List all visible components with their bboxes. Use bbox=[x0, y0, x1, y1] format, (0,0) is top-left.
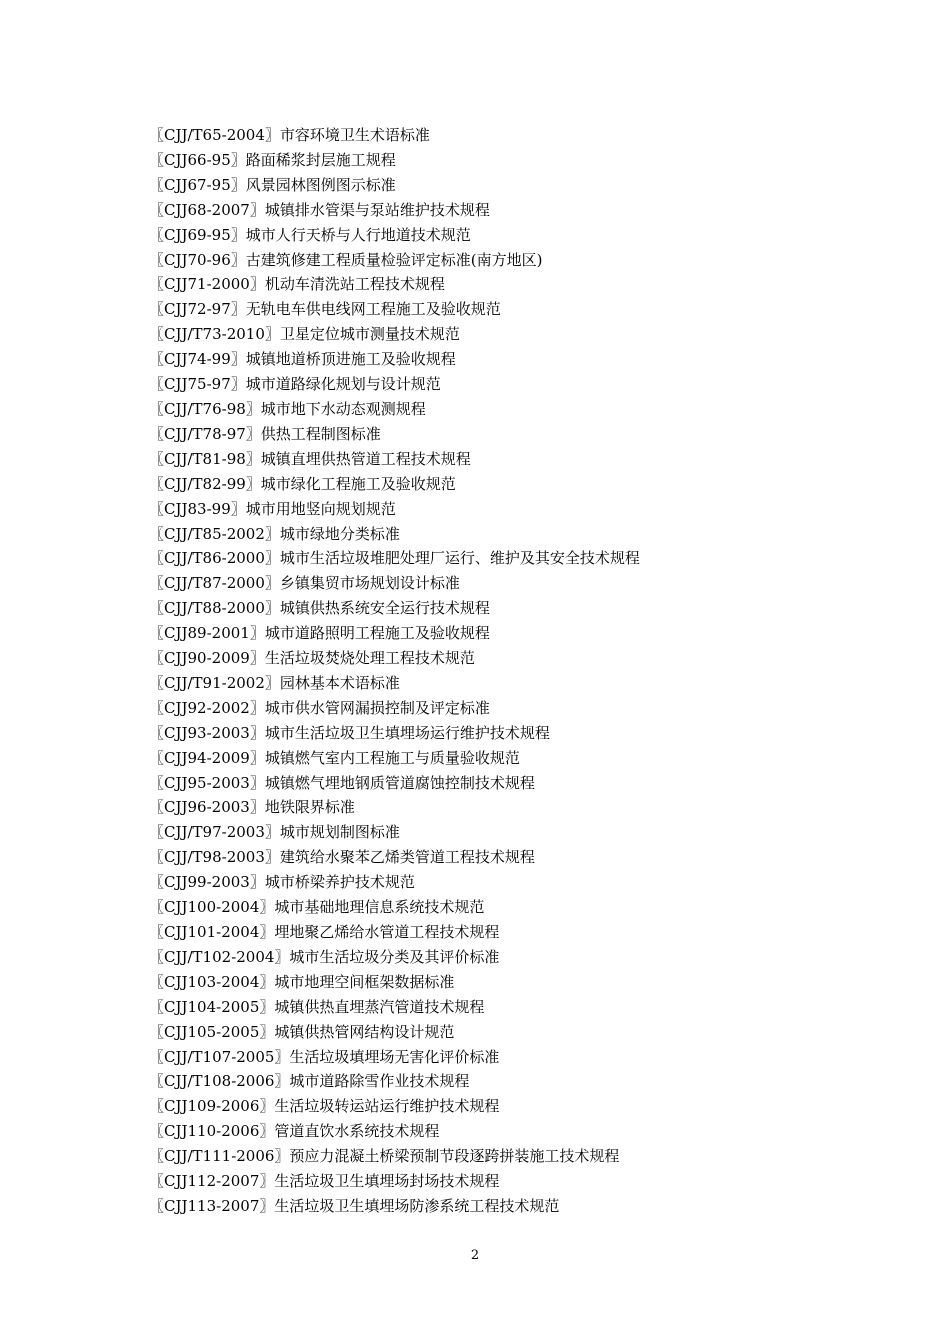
list-item: 〖CJJ90-2009〗生活垃圾焚烧处理工程技术规范 bbox=[149, 649, 475, 668]
list-item: 〖CJJ94-2009〗城镇燃气室内工程施工与质量验收规范 bbox=[149, 748, 520, 767]
page-number: 2 bbox=[470, 1248, 480, 1263]
list-item: 〖CJJ75-97〗城市道路绿化规划与设计规范 bbox=[149, 375, 441, 394]
list-item: 〖CJJ74-99〗城镇地道桥顶进施工及验收规程 bbox=[149, 350, 456, 369]
list-item: 〖CJJ70-96〗古建筑修建工程质量检验评定标准(南方地区) bbox=[149, 250, 543, 269]
list-item: 〖CJJ/T65-2004〗市容环境卫生术语标准 bbox=[149, 126, 430, 144]
list-item: 〖CJJ72-97〗无轨电车供电线网工程施工及验收规范 bbox=[149, 300, 501, 319]
list-item: 〖CJJ112-2007〗生活垃圾卫生填埋场封场技术规程 bbox=[149, 1172, 500, 1191]
list-item: 〖CJJ92-2002〗城市供水管网漏损控制及评定标准 bbox=[149, 698, 490, 717]
standards-list bbox=[149, 123, 909, 1219]
list-item: 〖CJJ105-2005〗城镇供热管网结构设计规范 bbox=[149, 1022, 455, 1041]
list-item: 〖CJJ101-2004〗埋地聚乙烯给水管道工程技术规程 bbox=[149, 923, 500, 941]
list-item: 〖CJJ96-2003〗地铁限界标准 bbox=[149, 798, 355, 817]
list-item: 〖CJJ69-95〗城市人行天桥与人行地道技术规范 bbox=[149, 225, 471, 244]
list-item: 〖CJJ67-95〗风景园林图例图示标准 bbox=[149, 175, 396, 194]
list-item: 〖CJJ/T98-2003〗建筑给水聚苯乙烯类管道工程技术规程 bbox=[149, 848, 535, 867]
list-item: 〖CJJ95-2003〗城镇燃气埋地钢质管道腐蚀控制技术规程 bbox=[149, 773, 535, 792]
list-item: 〖CJJ/T73-2010〗卫星定位城市测量技术规范 bbox=[149, 325, 460, 344]
list-item: 〖CJJ/T81-98〗城镇直埋供热管道工程技术规程 bbox=[149, 449, 471, 468]
list-item: 〖CJJ/T97-2003〗城市规划制图标准 bbox=[149, 823, 400, 842]
list-item: 〖CJJ68-2007〗城镇排水管渠与泵站维护技术规程 bbox=[149, 200, 490, 219]
list-item: 〖CJJ66-95〗路面稀浆封层施工规程 bbox=[149, 150, 396, 169]
list-item: 〖CJJ/T82-99〗城市绿化工程施工及验收规范 bbox=[149, 474, 456, 493]
list-item: 〖CJJ/T102-2004〗城市生活垃圾分类及其评价标准 bbox=[149, 947, 500, 966]
list-item: 〖CJJ109-2006〗生活垃圾转运站运行维护技术规程 bbox=[149, 1097, 500, 1116]
list-item: 〖CJJ110-2006〗管道直饮水系统技术规程 bbox=[149, 1122, 440, 1141]
list-item: 〖CJJ89-2001〗城市道路照明工程施工及验收规程 bbox=[149, 624, 490, 643]
list-item: 〖CJJ/T111-2006〗预应力混凝土桥梁预制节段逐跨拼装施工技术规程 bbox=[149, 1147, 620, 1166]
list-item: 〖CJJ/T76-98〗城市地下水动态观测规程 bbox=[149, 399, 426, 418]
list-item: 〖CJJ/T78-97〗供热工程制图标准 bbox=[149, 424, 381, 443]
list-item: 〖CJJ93-2003〗城市生活垃圾卫生填埋场运行维护技术规程 bbox=[149, 723, 550, 742]
list-item: 〖CJJ/T87-2000〗乡镇集贸市场规划设计标准 bbox=[149, 574, 460, 593]
list-item: 〖CJJ/T88-2000〗城镇供热系统安全运行技术规程 bbox=[149, 599, 490, 618]
list-item: 〖CJJ100-2004〗城市基础地理信息系统技术规范 bbox=[149, 898, 485, 917]
list-item: 〖CJJ/T107-2005〗生活垃圾填埋场无害化评价标准 bbox=[149, 1047, 500, 1066]
list-item: 〖CJJ/T91-2002〗园林基本术语标准 bbox=[149, 673, 400, 692]
list-item: 〖CJJ113-2007〗生活垃圾卫生填埋场防渗系统工程技术规范 bbox=[149, 1196, 560, 1215]
list-item: 〖CJJ99-2003〗城市桥梁养护技术规范 bbox=[149, 873, 415, 892]
list-item: 〖CJJ104-2005〗城镇供热直埋蒸汽管道技术规程 bbox=[149, 997, 485, 1016]
list-item: 〖CJJ103-2004〗城市地理空间框架数据标准 bbox=[149, 972, 455, 991]
list-item: 〖CJJ/T86-2000〗城市生活垃圾堆肥处理厂运行、维护及其安全技术规程 bbox=[149, 549, 640, 568]
list-item: 〖CJJ71-2000〗机动车清洗站工程技术规程 bbox=[149, 275, 445, 294]
list-item: 〖CJJ/T108-2006〗城市道路除雪作业技术规程 bbox=[149, 1072, 470, 1091]
list-item: 〖CJJ83-99〗城市用地竖向规划规范 bbox=[149, 499, 396, 518]
list-item: 〖CJJ/T85-2002〗城市绿地分类标准 bbox=[149, 524, 400, 543]
